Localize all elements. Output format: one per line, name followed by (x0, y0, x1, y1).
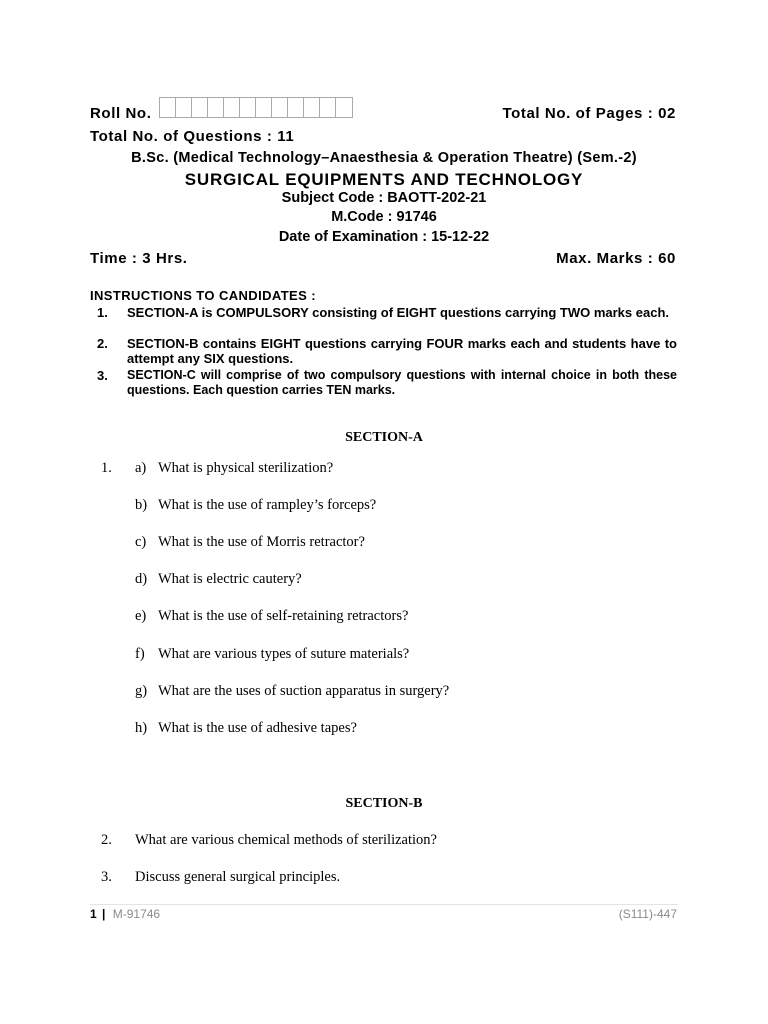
roll-number-cell[interactable] (288, 98, 304, 117)
total-questions: Total No. of Questions : 11 (90, 128, 295, 145)
question-part-text: What is the use of self-retaining retractors? (158, 608, 409, 624)
question-part-label: g) (135, 683, 148, 699)
subject-code: Subject Code : BAOTT-202-21 (281, 190, 487, 206)
footer-code: M-91746 (112, 907, 161, 921)
question-part-label: e) (135, 608, 147, 624)
footer-left (90, 907, 160, 921)
roll-number-boxes[interactable] (159, 97, 353, 118)
footer-page-number: 1 (90, 907, 97, 921)
program-title: B.Sc. (Medical Technology–Anaesthesia & Operation Theatre) (Sem.-2) (131, 150, 637, 166)
m-code: M.Code : 91746 (331, 209, 437, 225)
total-pages: Total No. of Pages : 02 (502, 105, 676, 122)
roll-number-cell[interactable] (320, 98, 336, 117)
instruction-number: 3. (97, 368, 108, 383)
subject-title: SURGICAL EQUIPMENTS AND TECHNOLOGY (184, 170, 584, 189)
question-part-label: h) (135, 720, 148, 736)
question-part-label: d) (135, 571, 148, 587)
roll-number-cell[interactable] (336, 98, 352, 117)
question-part-text: What is the use of adhesive tapes? (158, 720, 357, 736)
max-marks: Max. Marks : 60 (556, 250, 676, 267)
question-number: 3. (101, 869, 112, 885)
roll-number-label: Roll No. (90, 105, 152, 122)
question-part-text: What are the uses of suction apparatus in surgery? (158, 683, 450, 699)
question-part-label: b) (135, 497, 148, 513)
instruction-number: 2. (97, 336, 108, 351)
roll-number-cell[interactable] (208, 98, 224, 117)
footer-separator: | (102, 907, 106, 921)
exam-time: Time : 3 Hrs. (90, 250, 188, 267)
question-part-text: What is physical sterilization? (158, 460, 334, 476)
question-part-label: f) (135, 646, 145, 662)
question-text: What are various chemical methods of sterilization? (135, 832, 437, 848)
roll-number-cell[interactable] (224, 98, 240, 117)
section-b-title: SECTION-B (345, 796, 423, 811)
question-text: Discuss general surgical principles. (135, 869, 341, 885)
question-part-text: What is the use of Morris retractor? (158, 534, 365, 550)
roll-number-cell[interactable] (256, 98, 272, 117)
roll-number-cell[interactable] (192, 98, 208, 117)
footer-ref: (S111)-447 (618, 907, 677, 921)
instruction-text: SECTION-B contains EIGHT questions carrying FOUR marks each and students have to attempt any SIX questions. (127, 336, 677, 366)
roll-number-cell[interactable] (272, 98, 288, 117)
instruction-text: SECTION-A is COMPULSORY consisting of EIGHT questions carrying TWO marks each. (127, 305, 670, 320)
question-part-label: a) (135, 460, 147, 476)
question-part-label: c) (135, 534, 147, 550)
question-number: 2. (101, 832, 112, 848)
roll-number-cell[interactable] (176, 98, 192, 117)
instructions-title: INSTRUCTIONS TO CANDIDATES : (90, 288, 316, 303)
question-part-text: What is electric cautery? (158, 571, 302, 587)
instruction-text: SECTION-C will comprise of two compulsory questions with internal choice in both these questions. Each question carries TEN marks. (127, 368, 677, 397)
roll-number-cell[interactable] (304, 98, 320, 117)
section-a-title: SECTION-A (345, 430, 423, 445)
question-number: 1. (101, 460, 112, 476)
exam-date: Date of Examination : 15-12-22 (278, 229, 490, 245)
question-part-text: What is the use of rampley’s forceps? (158, 497, 377, 513)
question-part-text: What are various types of suture materials? (158, 646, 410, 662)
instruction-number: 1. (97, 305, 108, 320)
roll-number-cell[interactable] (160, 98, 176, 117)
footer-divider (90, 904, 678, 905)
roll-number-cell[interactable] (240, 98, 256, 117)
